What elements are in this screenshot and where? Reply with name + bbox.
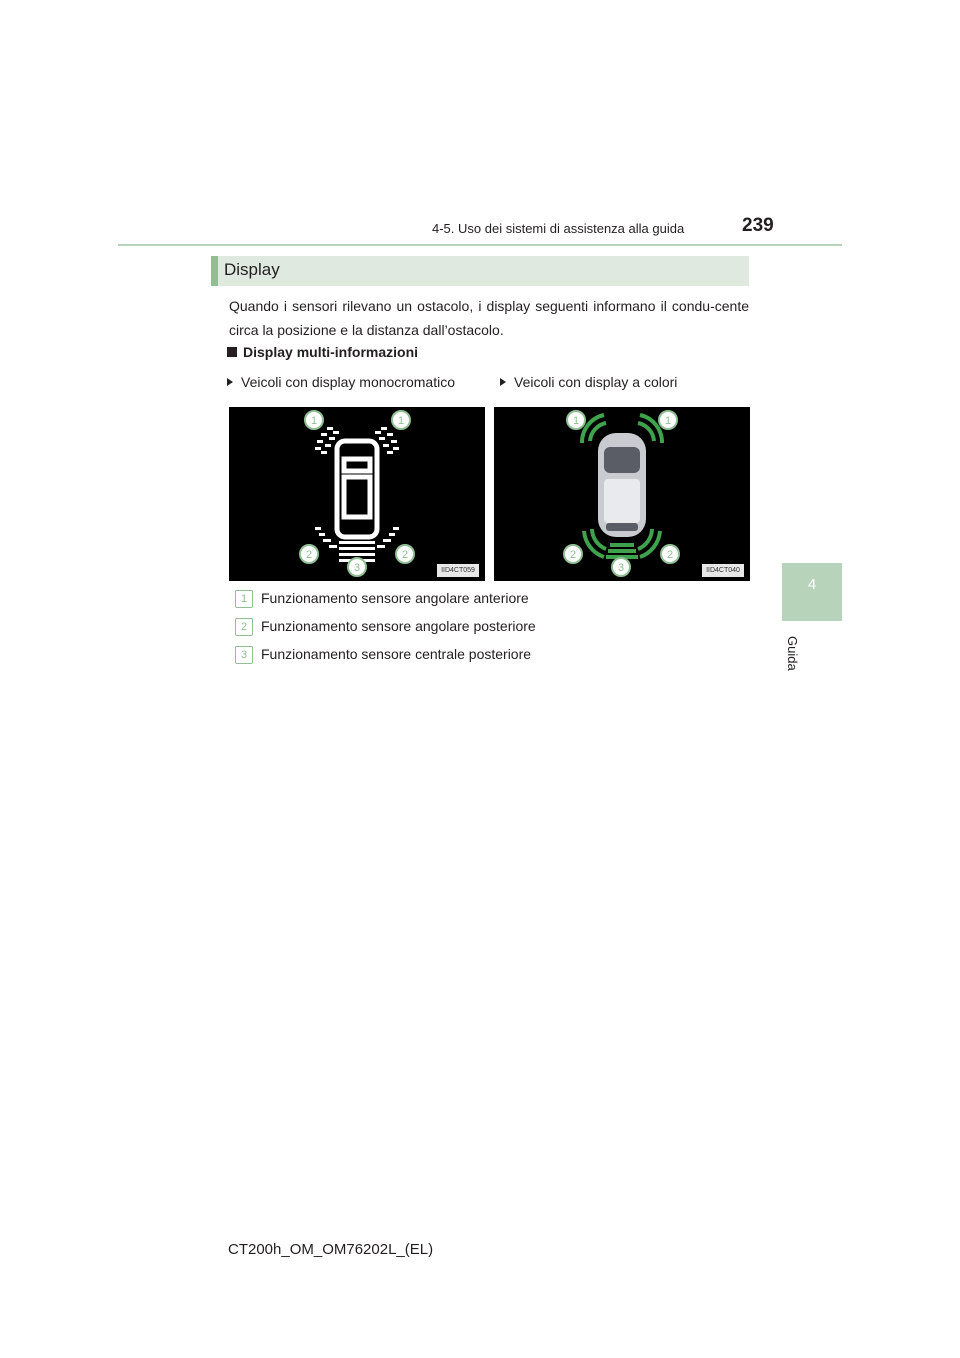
- color-car-illustration: [494, 407, 750, 581]
- sub-heading-text: Display multi-informazioni: [243, 344, 419, 360]
- rear-right-sensor-bars: [377, 527, 399, 548]
- legend-text: Funzionamento sensore angolare anteriore: [261, 590, 529, 606]
- figure-color-display: [494, 407, 750, 581]
- chapter-label-container: [770, 632, 810, 672]
- legend-number: 3: [235, 646, 253, 664]
- badge-front-left: 1: [310, 415, 318, 427]
- badge-front-right: 1: [664, 415, 672, 427]
- variant-label-monochrome: [227, 374, 455, 390]
- legend-item: [235, 646, 531, 664]
- legend-item: [235, 590, 529, 608]
- header-divider: [118, 244, 842, 246]
- badge-rear-right: 2: [666, 549, 674, 561]
- badge-rear-center: 3: [353, 562, 361, 574]
- badge-rear-left: 2: [305, 549, 313, 561]
- legend-number: 2: [235, 618, 253, 636]
- section-body-text: Quando i sensori rilevano un ostacolo, i display seguenti informano il condu-cente circa la posizione e la distanza dall’ostacolo.: [229, 298, 749, 338]
- legend-number: 1: [235, 590, 253, 608]
- chapter-number: 4: [807, 576, 817, 593]
- image-id-label: IID4CT040: [702, 564, 744, 577]
- section-accent: [211, 256, 218, 286]
- image-id-label: IID4CT059: [437, 564, 479, 577]
- car-body: [598, 433, 646, 537]
- rear-center-sensor-segments: [606, 543, 638, 559]
- badge-rear-right: 2: [401, 549, 409, 561]
- figure-monochrome-display: [229, 407, 485, 581]
- section-header-bar: [211, 256, 749, 286]
- triangle-bullet-icon: [500, 378, 506, 386]
- monochrome-car-illustration: [229, 407, 485, 581]
- legend-text: Funzionamento sensore centrale posteriore: [261, 646, 532, 662]
- variant-label-color: [500, 374, 677, 390]
- car-outline: [337, 441, 377, 537]
- sub-heading: [227, 344, 418, 360]
- badge-rear-left: 2: [569, 549, 577, 561]
- square-bullet-icon: [227, 347, 237, 357]
- badge-rear-center: 3: [617, 562, 625, 574]
- rear-left-sensor-bars: [315, 527, 337, 548]
- header-section-title: 4-5. Uso dei sistemi di assistenza alla guida: [432, 221, 685, 236]
- badge-front-left: 1: [572, 415, 580, 427]
- triangle-bullet-icon: [227, 378, 233, 386]
- badge-front-right: 1: [397, 415, 405, 427]
- legend-text: Funzionamento sensore angolare posteriore: [261, 618, 536, 634]
- page-number: 239: [742, 215, 774, 236]
- variant-label-text: Veicoli con display monocromatico: [241, 374, 455, 390]
- section-title: Display: [224, 260, 280, 279]
- legend-item: [235, 618, 536, 636]
- chapter-label: Guida: [785, 636, 800, 671]
- variant-label-text: Veicoli con display a colori: [514, 374, 678, 390]
- callout-badges: [300, 411, 414, 576]
- footer-document-code: CT200h_OM_OM76202L_(EL): [228, 1241, 434, 1258]
